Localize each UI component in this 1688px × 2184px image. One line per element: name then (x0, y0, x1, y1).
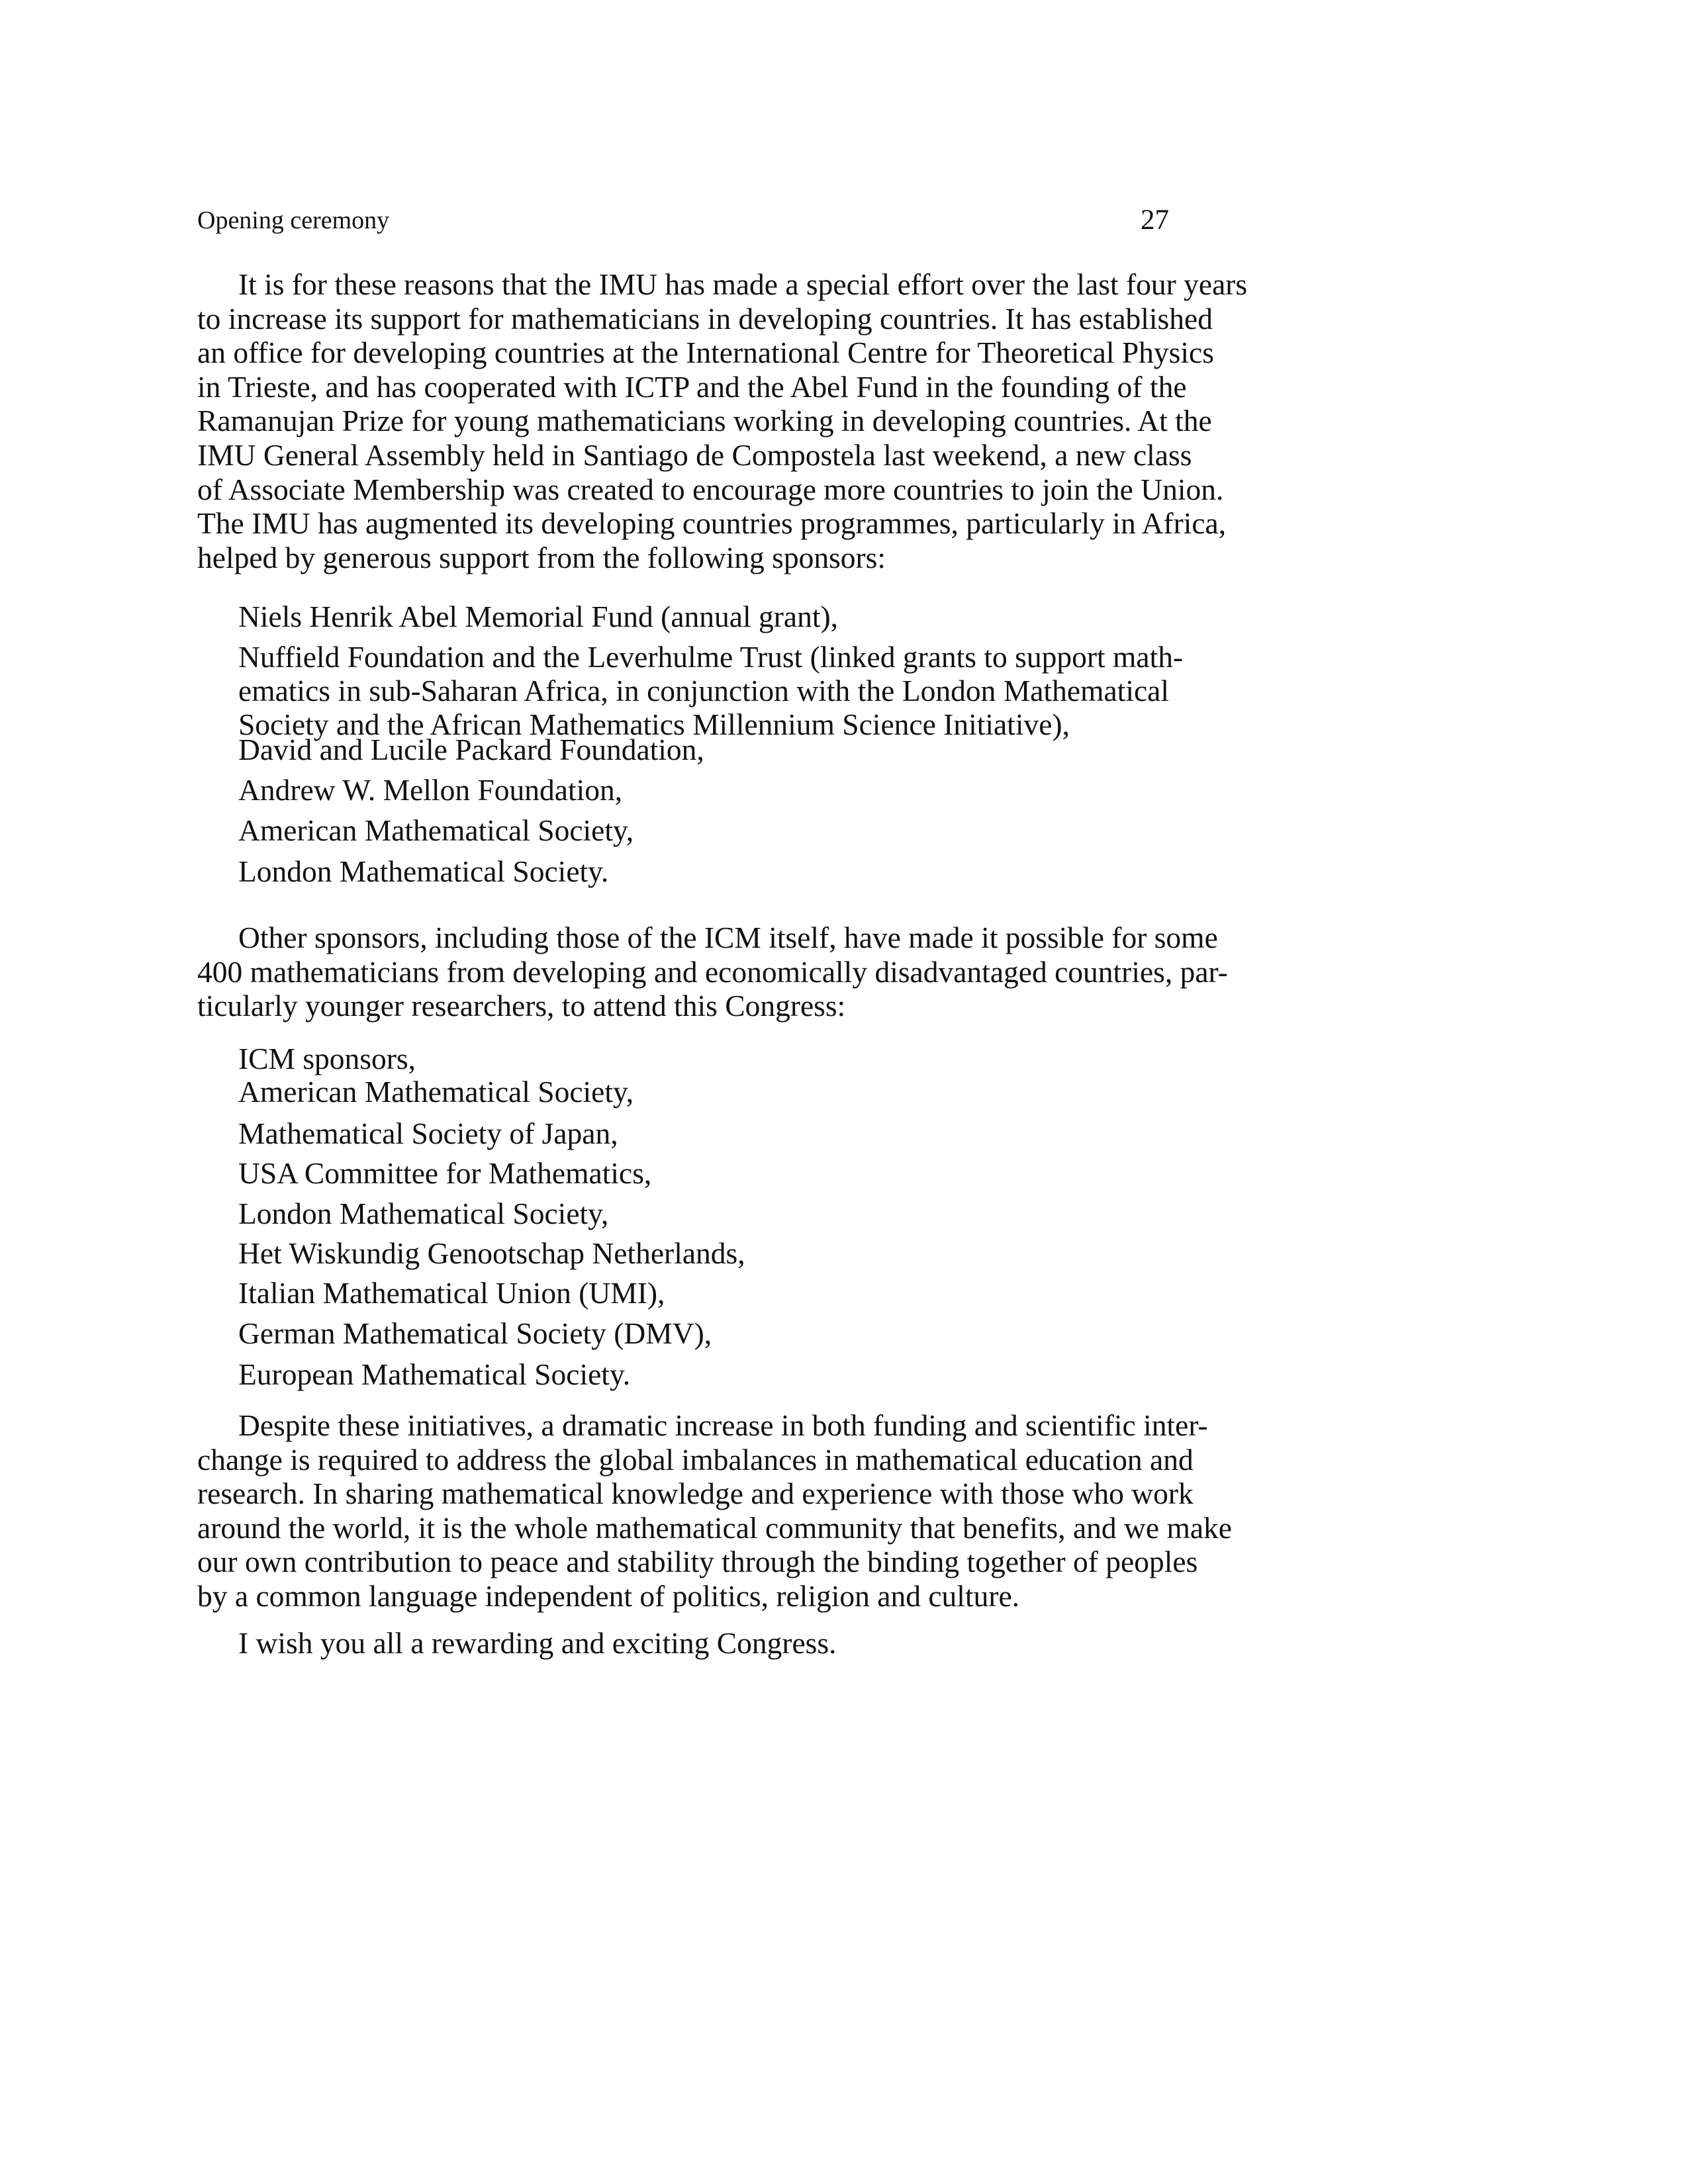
sponsor-list-item (238, 1075, 1169, 1109)
sponsor-list-item (238, 854, 1169, 888)
sponsor-line: USA Committee for Mathematics, (238, 1156, 652, 1190)
paragraph-line: our own contribution to peace and stability through the binding together of peoples (197, 1545, 1198, 1579)
sponsor-line: Mathematical Society of Japan, (238, 1116, 618, 1150)
sponsor-line: Nuffield Foundation and the Leverhulme Trust (linked grants to support math- (238, 640, 1184, 674)
paragraph-line: It is for these reasons that the IMU has made a special effort over the last four years (238, 267, 1248, 301)
sponsor-line: London Mathematical Society. (238, 854, 609, 888)
sponsor-line: Italian Mathematical Union (UMI), (238, 1276, 665, 1310)
paragraph-line: of Associate Membership was created to encourage more countries to join the Union. (197, 472, 1224, 506)
sponsor-list-item (238, 600, 1169, 633)
sponsor-line: Society and the African Mathematics Millennium Science Initiative), (238, 707, 1070, 741)
sponsor-line: German Mathematical Society (DMV), (238, 1316, 712, 1350)
sponsor-list-item (238, 1156, 1169, 1190)
paragraph-line: The IMU has augmented its developing countries programmes, particularly in Africa, (197, 506, 1227, 541)
paragraph-line: research. In sharing mathematical knowledge and experience with those who work (197, 1477, 1194, 1511)
sponsor-list-item (238, 1316, 1169, 1350)
sponsor-list-item (238, 1276, 1169, 1310)
sponsor-line: Niels Henrik Abel Memorial Fund (annual grant), (238, 600, 839, 633)
sponsor-line: London Mathematical Society, (238, 1197, 609, 1230)
sponsor-line: ematics in sub-Saharan Africa, in conjunction with the London Mathematical (238, 674, 1169, 707)
sponsor-line: American Mathematical Society, (238, 1075, 634, 1109)
sponsor-list-item (238, 733, 1169, 766)
paragraph-line: 400 mathematicians from developing and economically disadvantaged countries, par- (197, 954, 1228, 989)
sponsor-line: European Mathematical Society. (238, 1357, 631, 1391)
sponsor-list-item (238, 640, 1184, 741)
sponsor-line: American Mathematical Society, (238, 813, 634, 847)
paragraph-closing-wish (197, 1626, 1169, 1661)
paragraph-line: ticularly younger researchers, to attend this Congress: (197, 989, 846, 1023)
paragraph-line: around the world, it is the whole mathematical community that benefits, and we make (197, 1510, 1232, 1545)
sponsor-list-item (238, 1042, 1169, 1075)
sponsor-line: Andrew W. Mellon Foundation, (238, 773, 623, 807)
paragraph-line: Despite these initiatives, a dramatic increase in both funding and scientific inter- (238, 1408, 1208, 1442)
paragraph-line: Ramanujan Prize for young mathematicians working in developing countries. At the (197, 404, 1212, 438)
sponsor-list-item (238, 773, 1169, 807)
paragraph-line: change is required to address the global imbalances in mathematical education and (197, 1442, 1194, 1477)
paragraph-imu-efforts (197, 267, 1248, 574)
sponsor-list-item (238, 813, 1169, 847)
sponsor-line: ICM sponsors, (238, 1042, 416, 1075)
paragraph-line: by a common language independent of politics, religion and culture. (197, 1578, 1020, 1613)
paragraph-line: to increase its support for mathematicians in developing countries. It has established (197, 301, 1213, 336)
paragraph-other-sponsors (197, 921, 1228, 1023)
sponsor-list-item (238, 1357, 1169, 1391)
paragraph-line: in Trieste, and has cooperated with ICTP and the Abel Fund in the founding of the (197, 369, 1187, 404)
sponsor-line: David and Lucile Packard Foundation, (238, 733, 704, 766)
running-head: Opening ceremony (197, 206, 390, 234)
page-number: 27 (1141, 205, 1169, 236)
paragraph-line: IMU General Assembly held in Santiago de Compostela last weekend, a new class (197, 437, 1192, 472)
sponsor-list-item (238, 1236, 1169, 1270)
sponsor-line: Het Wiskundig Genootschap Netherlands, (238, 1236, 745, 1270)
sponsor-list-item (238, 1197, 1169, 1230)
paragraph-line: I wish you all a rewarding and exciting Congress. (238, 1626, 837, 1660)
paragraph-line: Other sponsors, including those of the ICM itself, have made it possible for some (238, 921, 1218, 954)
paragraph-line: an office for developing countries at the International Centre for Theoretical Physics (197, 336, 1214, 370)
paragraph-line: helped by generous support from the following sponsors: (197, 540, 886, 574)
sponsor-list-item (238, 1116, 1169, 1150)
paragraph-despite-initiatives (197, 1408, 1232, 1614)
